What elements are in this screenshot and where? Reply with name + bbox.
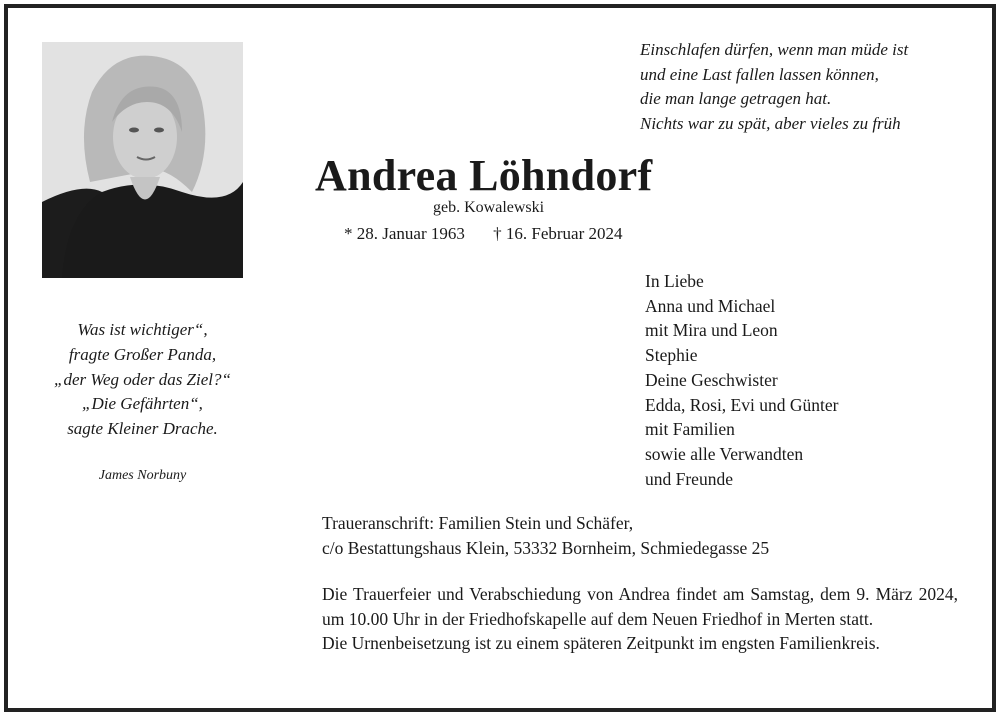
quote-line: „Die Gefährten“, xyxy=(82,394,203,414)
deceased-name: Andrea Löhndorf xyxy=(315,151,653,200)
quote-line: fragte Großer Panda, xyxy=(68,344,217,364)
condolence-address xyxy=(322,511,962,561)
quote-author: James Norbuny xyxy=(98,468,187,483)
address-line: Traueranschrift: Familien Stein und Schäfer, xyxy=(322,513,634,533)
portrait-photo xyxy=(42,42,243,278)
quote-line: Was ist wichtiger“, xyxy=(77,320,208,339)
funeral-service-text: Die Trauerfeier und Verabschiedung von Andrea findet am Samstag, dem 9. März 2024, um 10.00 Uhr in der Friedhofskapelle auf dem Neuen Friedhof in Merten statt. xyxy=(322,584,958,629)
poem-line: die man lange getragen hat. xyxy=(640,89,832,108)
quote-block xyxy=(30,318,255,442)
mourners-list xyxy=(645,269,965,491)
poem-line: und eine Last fallen lassen können, xyxy=(640,64,879,84)
mourner-line: Stephie xyxy=(645,345,698,366)
mourner-line: mit Mira und Leon xyxy=(645,320,778,341)
portrait-photo-icon xyxy=(42,42,243,278)
mourner-line: Anna und Michael xyxy=(645,295,776,316)
birth-date: * 28. Januar 1963 xyxy=(344,224,465,243)
opening-poem xyxy=(640,38,970,136)
maiden-name: geb. Kowalewski xyxy=(433,199,545,216)
urn-burial-text: Die Urnenbeisetzung ist zu einem späteren Zeitpunkt im engsten Familienkreis. xyxy=(322,633,880,653)
quote-line: „der Weg oder das Ziel?“ xyxy=(54,369,231,389)
mourner-line: In Liebe xyxy=(645,271,704,291)
quote-line: sagte Kleiner Drache. xyxy=(67,419,218,439)
poem-line: Einschlafen dürfen, wenn man müde ist xyxy=(640,40,909,59)
mourner-line: und Freunde xyxy=(645,468,733,489)
death-date: † 16. Februar 2024 xyxy=(493,224,623,243)
poem-line: Nichts war zu spät, aber vieles zu früh xyxy=(640,113,901,133)
mourner-line: sowie alle Verwandten xyxy=(645,443,804,464)
mourner-line: Deine Geschwister xyxy=(645,369,778,390)
mourner-line: mit Familien xyxy=(645,419,735,440)
mourner-line: Edda, Rosi, Evi und Günter xyxy=(645,394,839,415)
life-dates xyxy=(344,224,623,244)
address-line: c/o Bestattungshaus Klein, 53332 Bornheim, Schmiedegasse 25 xyxy=(322,538,770,558)
funeral-notice xyxy=(322,582,958,656)
